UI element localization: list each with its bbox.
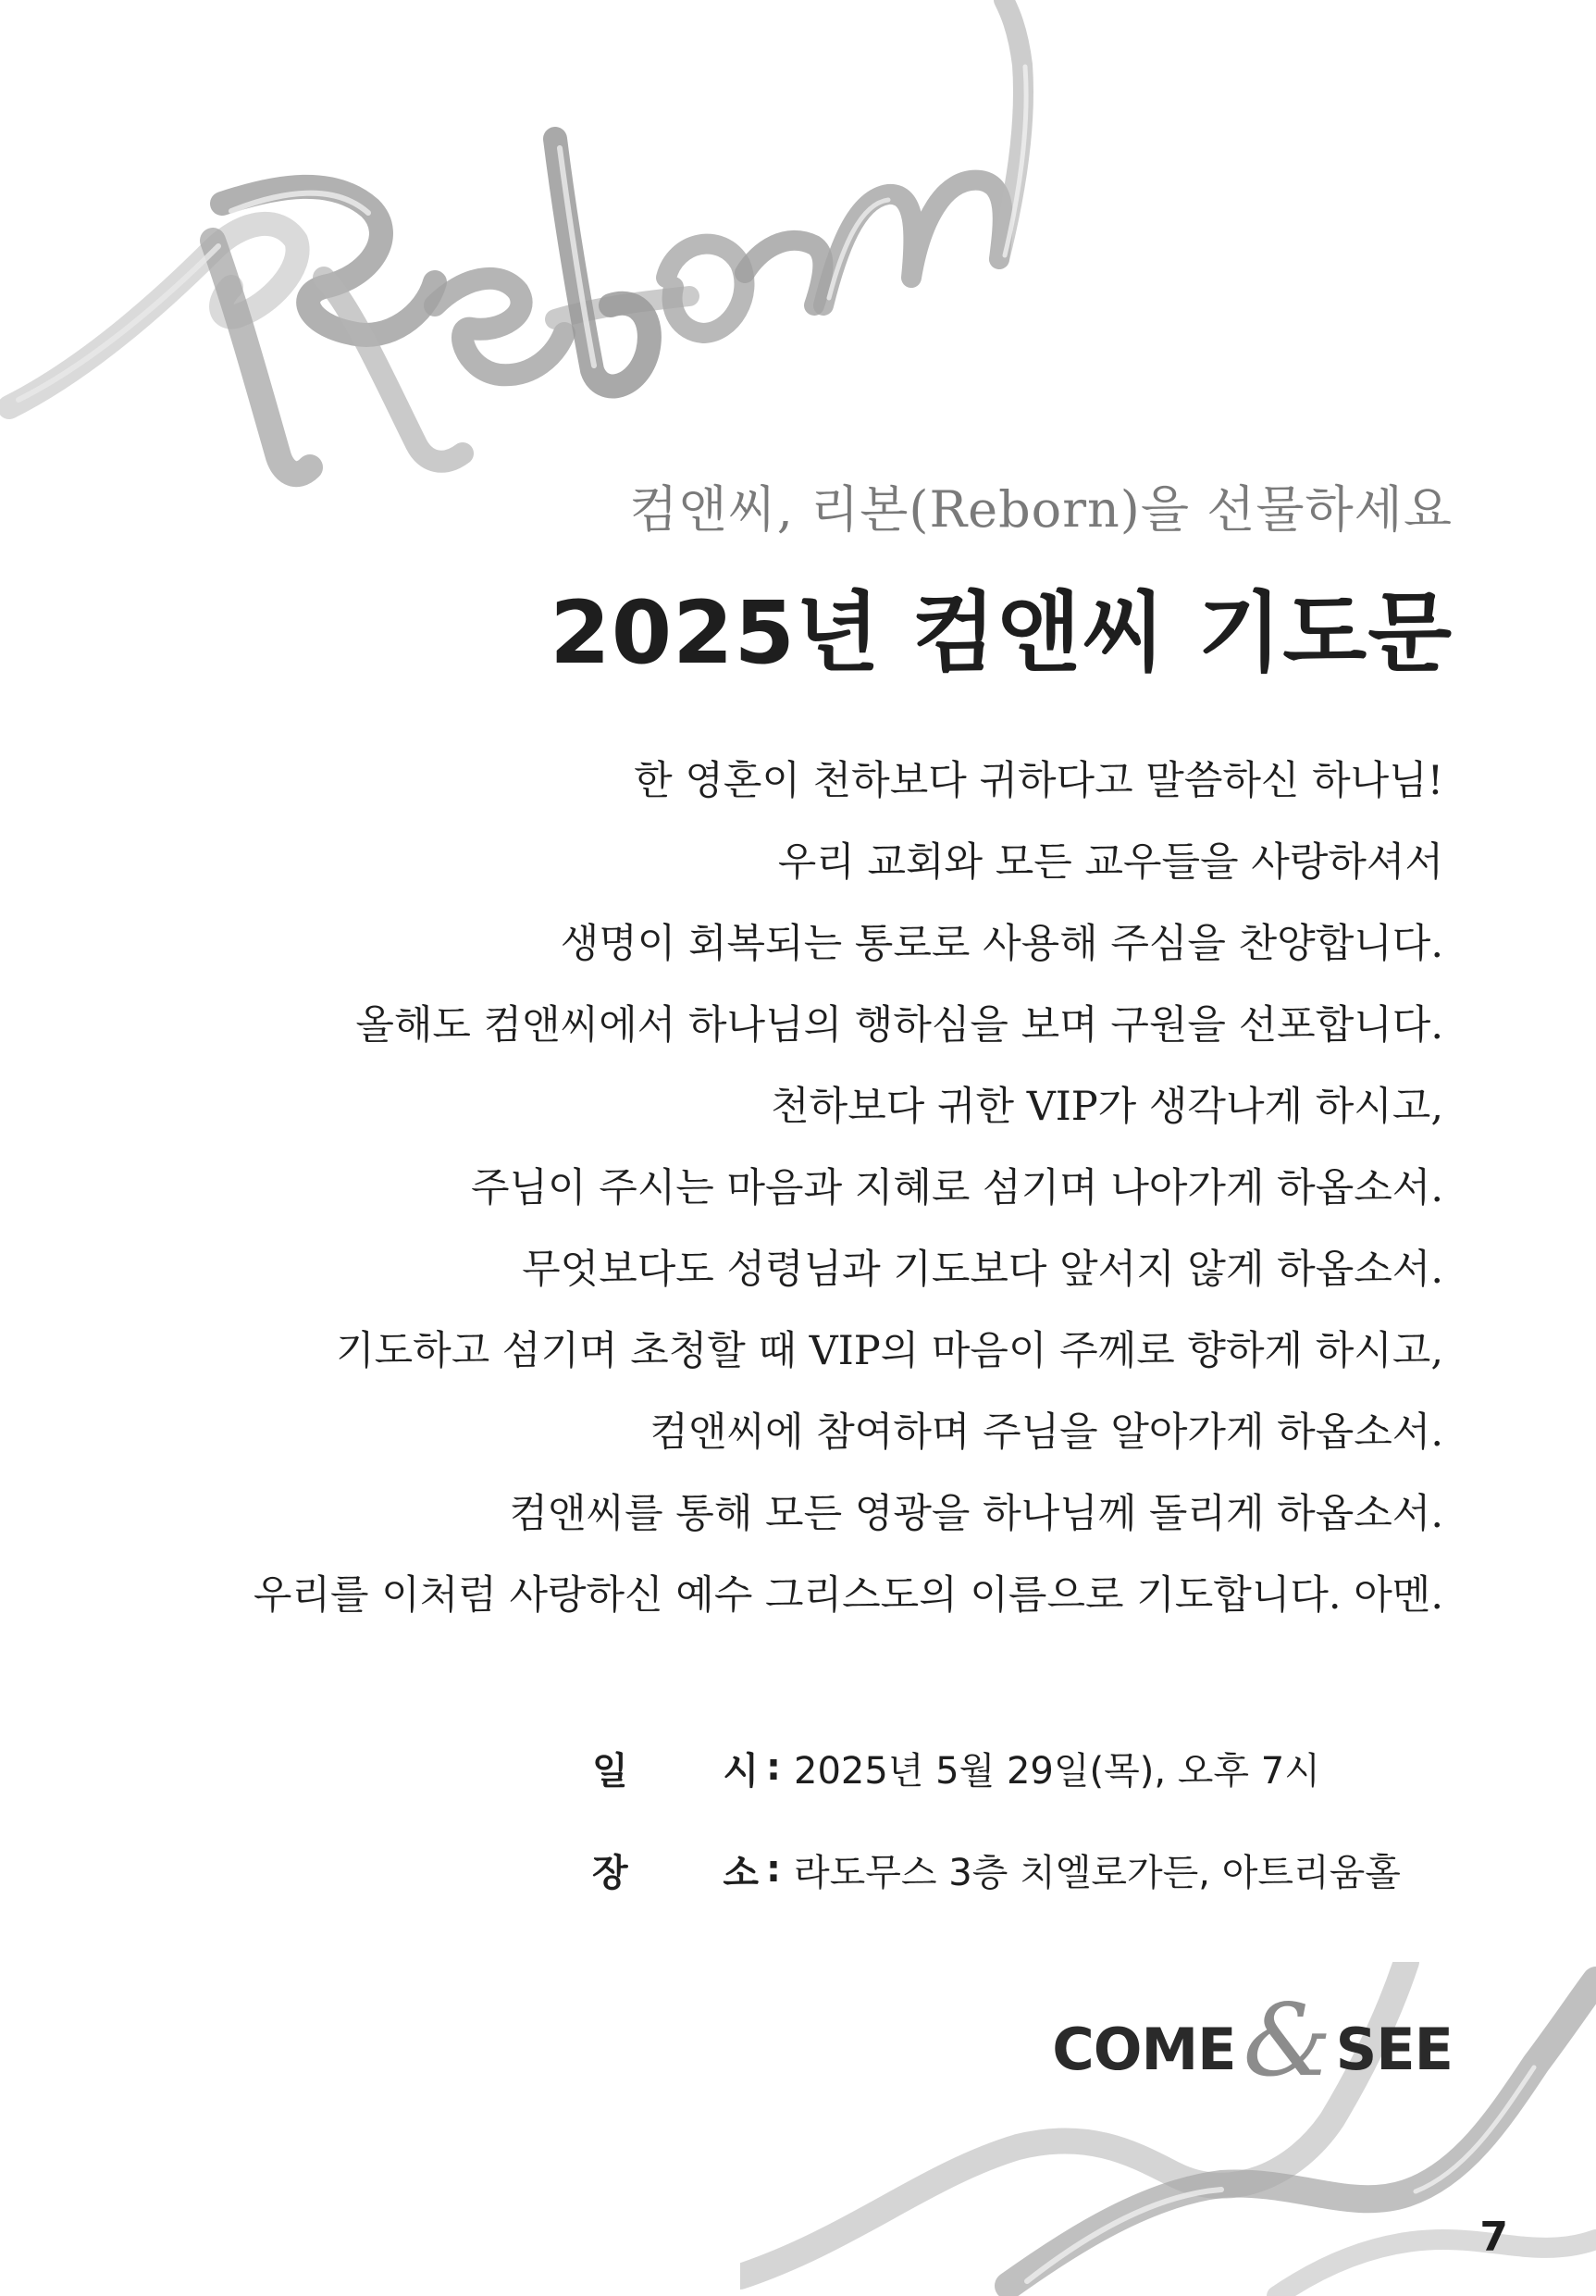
prayer-line: 우리 교회와 모든 교우들을 사랑하셔서 (777, 839, 1443, 886)
reborn-ribbon-lettering (0, 0, 1064, 518)
prayer-line: 주님이 주시는 마음과 지혜로 섬기며 나아가게 하옵소서. (470, 1165, 1443, 1211)
colon: : (766, 1848, 781, 1891)
page-title: 2025년 컴앤씨 기도문 (550, 583, 1453, 684)
event-date-value: 2025년 5월 29일(목), 오후 7시 (794, 1749, 1320, 1793)
logo-word-come: COME (1052, 2016, 1236, 2083)
event-place-label: 장 소 (592, 1851, 759, 1894)
event-date-row (592, 1717, 1401, 1818)
prayer-line: 무엇보다도 성령님과 기도보다 앞서지 않게 하옵소서. (522, 1247, 1443, 1293)
event-date-label: 일 시 (592, 1749, 759, 1793)
logo-ampersand: & (1243, 1983, 1332, 2099)
logo-word-see: SEE (1335, 2016, 1453, 2083)
prayer-line: 천하보다 귀한 VIP가 생각나게 하시고, (771, 1084, 1443, 1130)
event-info (592, 1717, 1401, 1920)
page-number: 7 (1479, 2214, 1508, 2261)
prayer-line: 기도하고 섬기며 초청할 때 VIP의 마음이 주께로 향하게 하시고, (336, 1328, 1443, 1374)
prayer-line: 올해도 컴앤씨에서 하나님의 행하심을 보며 구원을 선포합니다. (355, 1002, 1443, 1049)
prayer-line: 컴앤씨를 통해 모든 영광을 하나님께 돌리게 하옵소서. (509, 1491, 1443, 1537)
prayer-line: 한 영혼이 천하보다 귀하다고 말씀하신 하나님! (634, 758, 1443, 804)
colon: : (766, 1746, 781, 1789)
come-and-see-logo (1052, 1983, 1453, 2099)
prayer-line: 컴앤씨에 참여하며 주님을 알아가게 하옵소서. (650, 1409, 1443, 1456)
subtitle: 컴앤씨, 리본(Reborn)을 선물하세요 (629, 480, 1453, 539)
event-place-value: 라도무스 3층 치엘로가든, 아트리움홀 (794, 1851, 1401, 1894)
event-place-row (592, 1818, 1401, 1920)
prayer-line: 생명이 회복되는 통로로 사용해 주심을 찬양합니다. (560, 921, 1443, 967)
prayer-text (102, 740, 1443, 1636)
prayer-line: 우리를 이처럼 사랑하신 예수 그리스도의 이름으로 기도합니다. 아멘. (253, 1572, 1443, 1619)
